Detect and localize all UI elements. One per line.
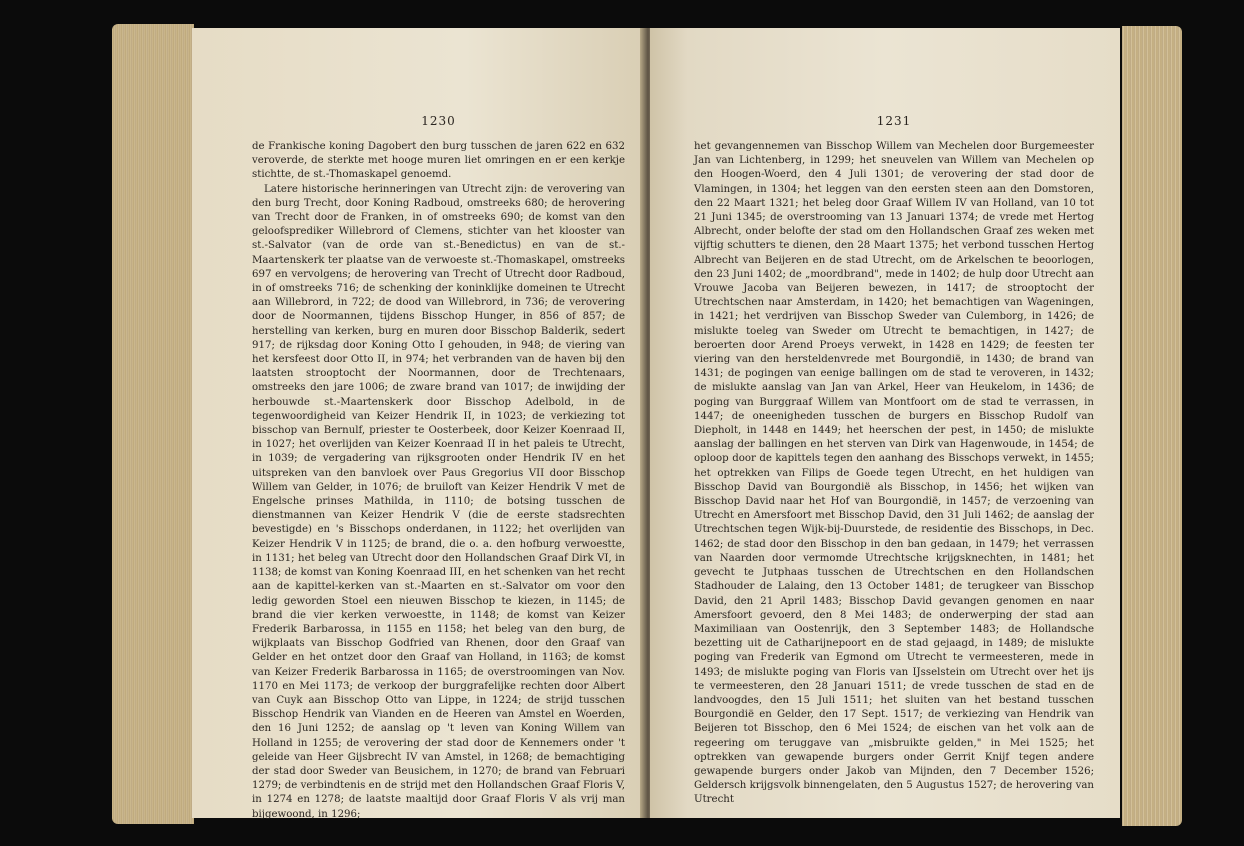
left-page xyxy=(192,28,647,818)
right-page-edges xyxy=(1122,26,1182,826)
right-page xyxy=(650,28,1120,818)
left-page-text xyxy=(252,140,625,822)
paragraph: de Frankische koning Dagobert den burg tusschen de jaren 622 en 632 veroverde, de sterkte met hooge muren liet omringen en er een kerkje stichtte, de st.-Thomaskapel genoemd. xyxy=(252,141,625,181)
paragraph: Latere historische herinneringen van Utrecht zijn: de verovering van den burg Trecht, door Koning Radboud, omstreeks 680; de herovering van Trecht door de Franken, in of omstreeks 690; de komst van den geloofsprediker Willebrord of Clemens, stichter van het klooster van st.-Salvator (van de orde van st.-Benedictus) en van de st.-Maartenskerk ter plaatse van de verwoeste st.-Thomaskapel, omstreeks 697 en vervolgens; de herovering van Trecht of Utrecht door Radboud, in of omstreeks 716; de schenking der koninklijke domeinen te Utrecht aan Willebrord, in 722; de dood van Willebrord, in 736; de verovering door de Noormannen, tijdens Bisschop Hunger, in 856 of 857; de herstelling van kerken, burg en muren door Bisschop Balderik, sedert 917; de rijksdag door Koning Otto I gehouden, in 948; de viering van het kersfeest door Otto II, in 974; het verbranden van de haven bij den laatsten strooptocht der Noormannen, door de Trechtenaars, omstreeks den jare 1006; de zware brand van 1017; de inwijding der herbouwde st.-Maartenskerk door Bisschop Adelbold, in de tegenwoordigheid van Keizer Hendrik II, in 1023; de verkiezing tot bisschop van Bernulf, priester te Oosterbeek, door Keizer Koenraad II, in 1027; het overlijden van Keizer Koenraad II in het paleis te Utrecht, in 1039; de vergadering van rijksgrooten onder Hendrik IV en het uitspreken van den banvloek over Paus Gregorius VII door Bisschop Willem van Gelder, in 1076; de bruiloft van Keizer Hendrik V met de Engelsche prinses Mathilda, in 1110; de botsing tusschen de dienstmannen van Keizer Hendrik V (die de eerste stadsrechten bevestigde) en 's Bisschops onderdanen, in 1122; het overlijden van Keizer Hendrik V in 1125; de brand, die o. a. den hofburg verwoestte, in 1131; het beleg van Utrecht door den Hollandschen Graaf Dirk VI, in 1138; de komst van Koning Koenraad III, en het schenken van het recht aan de kapittel-kerken van st.-Maarten en st.-Salvator om voor den ledig geworden Stoel een nieuwen Bisschop te kiezen, in 1145; de brand die vier kerken verwoestte, in 1148; de komst van Keizer Frederik Barbarossa, in 1155 en 1158; het beleg van den burg, de wijkplaats van Bisschop Godfried van Rhenen, door den Graaf van Gelder en het ontzet door den Graaf van Holland, in 1163; de komst van Keizer Frederik Barbarossa in 1165; de overstroomingen van Nov. 1170 en Mei 1173; de verkoop der burggrafelijke rechten door Albert van Cuyk aan Bisschop Otto van Lippe, in 1224; de strijd tusschen Bisschop Hendrik van Vianden en de Heeren van Amstel en Woerden, den 16 Juni 1252; de aanslag op 't leven van Koning Willem van Holland in 1255; de verovering der stad door de Kennemers onder 't geleide van Heer Gijsbrecht IV van Amstel, in 1268; de bemachtiging der stad door Sweder van Beusichem, in 1270; de brand van Februari 1279; de verbindtenis en de strijd met den Hollandschen Graaf Floris V, in 1274 en 1278; de laatste maaltijd door Graaf Floris V als vrij man bijgewoond, in 1296; xyxy=(252,183,625,820)
open-book xyxy=(112,14,1182,834)
right-page-number: 1231 xyxy=(876,114,912,128)
paragraph: het gevangennemen van Bisschop Willem van Mechelen door Burgemeester Jan van Lichtenberg, in 1299; het sneuvelen van Willem van Mechelen op den Hoogen-Woerd, den 4 Juli 1301; de verovering der stad door de Vlamingen, in 1304; het leggen van den eersten steen aan den Domstoren, den 22 Maart 1321; het beleg door Graaf Willem IV van Holland, van 10 tot 21 Juni 1345; de overstrooming van 13 Januari 1374; de vrede met Hertog Albrecht, onder belofte der stad om den Hollandschen Graaf zes weken met vijftig schutters te dienen, den 28 Maart 1375; het verbond tusschen Hertog Albrecht van Beijeren en de stad Utrecht, om de Arkelschen te beoorlogen, den 23 Juni 1402; de „moordbrand", mede in 1402; de hulp door Utrecht aan Vrouwe Jacoba van Beijeren bewezen, in 1417; de strooptocht der Utrechtschen naar Amsterdam, in 1420; het bemachtigen van Wageningen, in 1421; het verdrijven van Bisschop Sweder van Culemborg, in 1426; de mislukte toeleg van Sweder om Utrecht te bemachtigen, in 1427; de beroerten door Arend Proeys verwekt, in 1428 en 1429; de feesten ter viering van den hersteldenvrede met Bourgondië, in 1430; de brand van 1431; de pogingen van eenige ballingen om de stad te veroveren, in 1432; de mislukte aanslag van Jan van Arkel, Heer van Heukelom, in 1436; de poging van Burggraaf Willem van Montfoort om de stad te verrassen, in 1447; de oneenigheden tusschen de burgers en Bisschop Rudolf van Diepholt, in 1448 en 1449; het heerschen der pest, in 1450; de mislukte aanslag der ballingen en het sterven van Dirk van Hagenwoude, in 1454; de oploop door de kapittels tegen den aanhang des Bisschops verwekt, in 1455; het optrekken van Filips de Goede tegen Utrecht, en het huldigen van Bisschop David van Bourgondië als Bisschop, in 1456; het wijken van Bisschop David naar het Hof van Bourgondië, in 1457; de verzoening van Utrecht en Amersfoort met Bisschop David, den 31 Juli 1462; de aanslag der Utrechtschen tegen Wijk-bij-Duurstede, de residentie des Bisschops, in Dec. 1462; de stad door den Bisschop in den ban gedaan, in 1479; het verrassen van Naarden door vermomde Utrechtsche krijgsknechten, in 1481; het gevecht te Jutphaas tusschen de Utrechtschen en den Hollandschen Stadhouder de Lalaing, den 13 October 1481; de terugkeer van Bisschop David, den 21 April 1483; Bisschop David gevangen genomen en naar Amersfoort gevoerd, den 8 Mei 1483; de onderwerping der stad aan Maximiliaan van Oostenrijk, den 3 September 1483; de Hollandsche bezetting uit de Catharijnepoort en de stad gejaagd, in 1489; de mislukte poging van Frederik van Egmond om Utrecht te vermeesteren, mede in 1493; de mislukte poging van Floris van IJsselstein om Utrecht over het ijs te vermeesteren, den 28 Januari 1511; de vrede tusschen de stad en de landvoogdes, den 15 Juli 1511; het sluiten van het bestand tusschen Bourgondië en Gelder, den 17 Sept. 1517; de verkiezing van Hendrik van Beijeren tot Bisschop, den 6 Mei 1524; de eischen van het volk aan de regeering om teruggave van „misbruikte gelden," in Mei 1525; het optrekken van gewapende burgers onder Gerrit Knijf tegen andere gewapende burgers onder Jakob van Mijnden, den 7 December 1526; Geldersch krijgsvolk binnengelaten, den 5 Augustus 1527; de herovering van Utrecht xyxy=(694,141,1094,806)
right-page-text xyxy=(694,140,1094,808)
left-page-edges xyxy=(112,24,194,824)
left-page-number: 1230 xyxy=(421,114,456,128)
